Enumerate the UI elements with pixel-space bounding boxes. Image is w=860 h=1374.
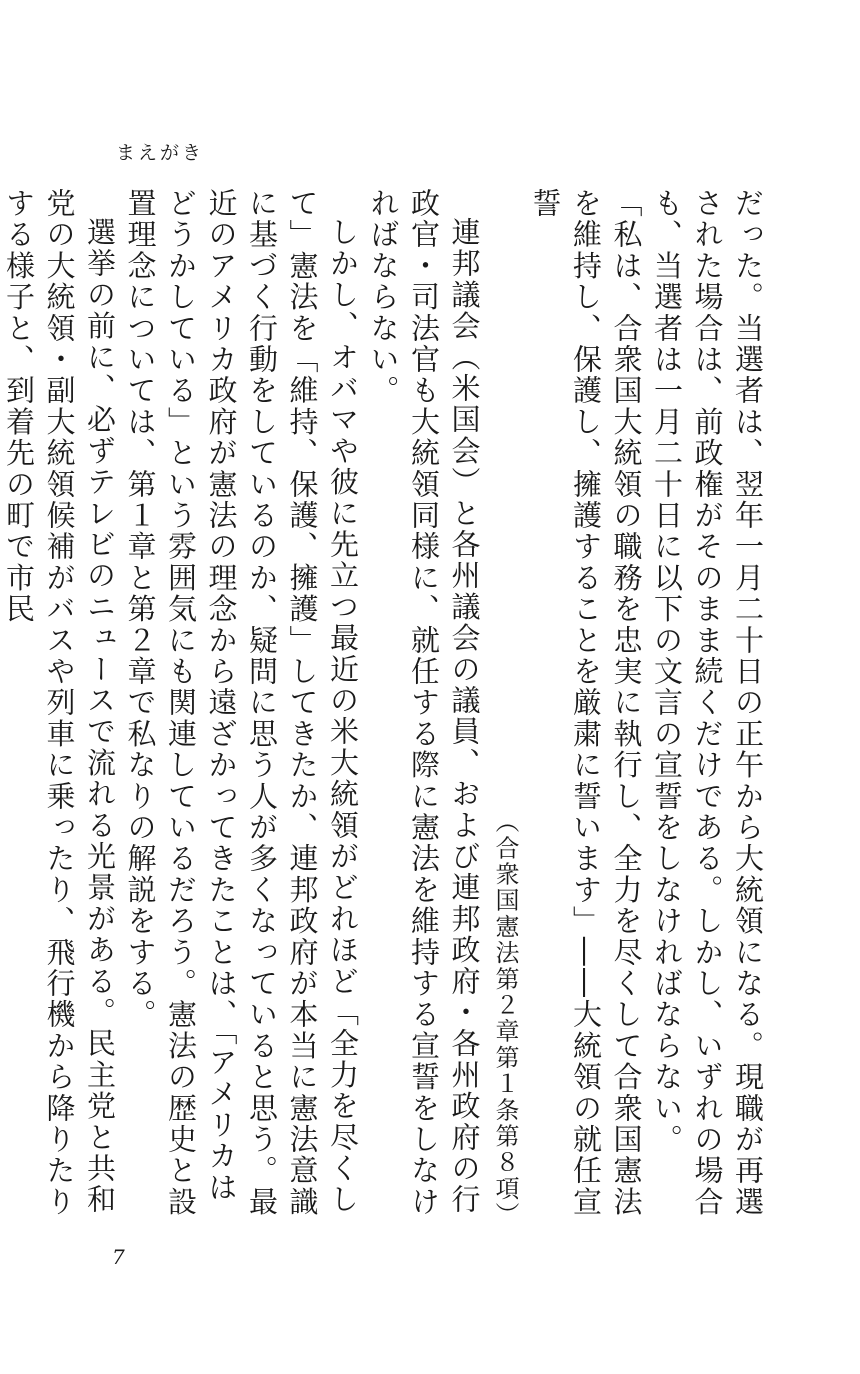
- paragraph-continuation: だった。当選者は、翌年一月二十日の正午から大統領になる。現職が再選された場合は、前政権がそのまま続くだけである。しかし、いずれの場合も、当選者は一月二十日に以下の文言の宣誓をしなければならない。: [650, 188, 765, 1218]
- paragraph-obama-doubt: しかし、オバマや彼に先立つ最近の米大統領がどれほど「全力を尽くして」憲法を「維持、保護、擁護」してきたか、連邦政府が本当に憲法意識に基づく行動をしているのか、疑問に思う人が多くなっていると思う。最近のアメリカ政府が憲法の理念から遠ざかってきたことは、「アメリカはどうかしている」という雰囲気にも関連しているだろう。憲法の歴史と設置理念については、第１章と第２章で私なりの解説をする。: [123, 188, 360, 1218]
- oath-citation: （合衆国憲法第２章第１条第８項）: [491, 808, 519, 1228]
- paragraph-congress-oath: 連邦議会（米国会）と各州議会の議員、および連邦政府・各州政府の行政官・司法官も大統領同様に、就任する際に憲法を維持する宣誓をしなければならない。: [366, 188, 482, 1218]
- oath-quote: 「私は、合衆国大統領の職務を忠実に執行し、全力を尽くして合衆国憲法を維持し、保護し、擁護することを厳粛に誓います」――大統領の就任宣誓: [528, 188, 644, 1218]
- running-header: まえがき: [116, 142, 205, 164]
- paragraph-election-scenes: 選挙の前に、必ずテレビのニュースで流れる光景がある。民主党と共和党の大統領・副大統領候補がバスや列車に乗ったり、飛行機から降りたりする様子と、到着先の町で市民: [2, 188, 117, 1218]
- vertical-text-body: [0, 188, 768, 1228]
- page-number: 7: [112, 1245, 125, 1269]
